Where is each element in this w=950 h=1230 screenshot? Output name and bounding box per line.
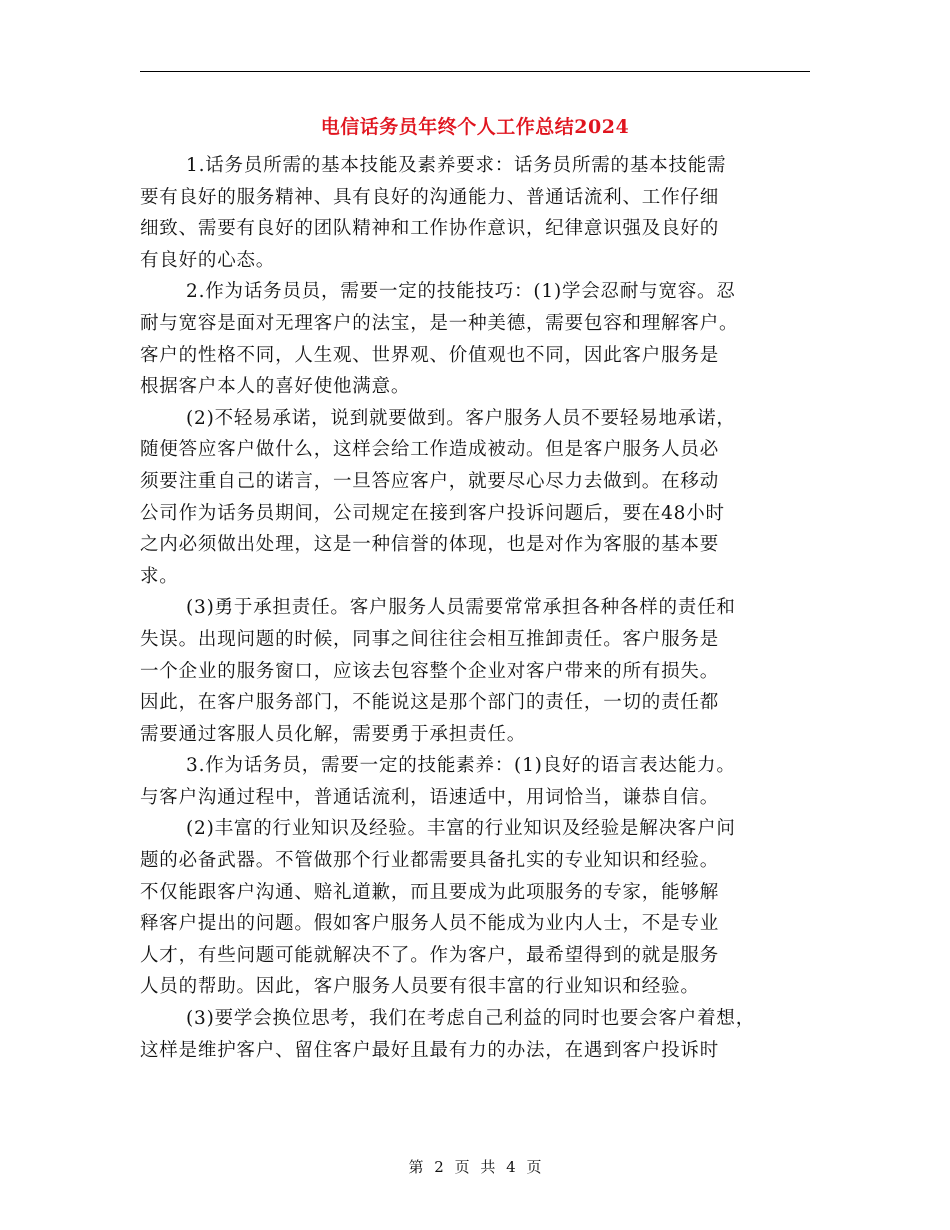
text-line: 因此，在客户服务部门，不能说这是那个部门的责任，一切的责任都 bbox=[140, 692, 720, 714]
paragraph-4 bbox=[140, 592, 814, 750]
paragraph-3 bbox=[140, 403, 814, 593]
text-line: 需要通过客服人员化解，需要勇于承担责任。 bbox=[140, 723, 527, 745]
text-line: (2)不轻易承诺，说到就要做到。客户服务人员不要轻易地承诺， bbox=[186, 407, 736, 429]
text-line: 求。 bbox=[140, 565, 179, 587]
paragraph-1 bbox=[140, 150, 814, 276]
text-line: 公司作为话务员期间，公司规定在接到客户投诉问题后，要在48小时 bbox=[140, 502, 725, 524]
text-line: 3.作为话务员，需要一定的技能素养：(1)良好的语言表达能力。 bbox=[186, 755, 736, 777]
text-line: 人才，有些问题可能就解决不了。作为客户，最希望得到的就是服务 bbox=[140, 944, 720, 966]
text-line: (3)勇于承担责任。客户服务人员需要常常承担各种各样的责任和 bbox=[186, 597, 736, 619]
text-line: 不仅能跟客户沟通、赔礼道歉，而且要成为此项服务的专家，能够解 bbox=[140, 881, 720, 903]
text-line: 细致、需要有良好的团队精神和工作协作意识，纪律意识强及良好的 bbox=[140, 218, 720, 240]
paragraph-5 bbox=[140, 750, 814, 813]
text-line: 2.作为话务员员，需要一定的技能技巧：(1)学会忍耐与宽容。忍 bbox=[186, 281, 736, 303]
text-line: 随便答应客户做什么，这样会给工作造成被动。但是客户服务人员必 bbox=[140, 439, 720, 461]
document-title: 电信话务员年终个人工作总结2024 bbox=[320, 116, 630, 138]
text-line: 客户的性格不同，人生观、世界观、价值观也不同，因此客户服务是 bbox=[140, 344, 720, 366]
text-line: 这样是维护客户、留住客户最好且最有力的办法，在遇到客户投诉时 bbox=[140, 1039, 720, 1061]
paragraph-2 bbox=[140, 276, 814, 402]
text-line: 一个企业的服务窗口，应该去包容整个企业对客户带来的所有损失。 bbox=[140, 660, 720, 682]
text-line: 有良好的心态。 bbox=[140, 249, 276, 271]
page-footer: 第 2 页 共 4 页 bbox=[408, 1158, 542, 1176]
text-line: 人员的帮助。因此，客户服务人员要有很丰富的行业知识和经验。 bbox=[140, 976, 700, 998]
text-line: 释客户提出的问题。假如客户服务人员不能成为业内人士，不是专业 bbox=[140, 913, 720, 935]
text-line: 须要注重自己的诺言，一旦答应客户，就要尽心尽力去做到。在移动 bbox=[140, 470, 720, 492]
text-line: 之内必须做出处理，这是一种信誉的体现，也是对作为客服的基本要 bbox=[140, 534, 720, 556]
text-line: 耐与宽容是面对无理客户的法宝，是一种美德，需要包容和理解客户。 bbox=[140, 312, 739, 334]
paragraph-7 bbox=[140, 1003, 814, 1066]
text-line: (2)丰富的行业知识及经验。丰富的行业知识及经验是解决客户问 bbox=[186, 818, 736, 840]
text-line: (3)要学会换位思考，我们在考虑自己利益的同时也要会客户着想， bbox=[186, 1008, 756, 1030]
text-line: 失误。出现问题的时候，同事之间往往会相互推卸责任。客户服务是 bbox=[140, 628, 720, 650]
paragraph-6 bbox=[140, 813, 814, 1003]
text-line: 与客户沟通过程中，普通话流利，语速适中，用词恰当，谦恭自信。 bbox=[140, 786, 720, 808]
header-rule bbox=[140, 71, 810, 72]
text-line: 根据客户本人的喜好使他满意。 bbox=[140, 376, 411, 398]
text-line: 1.话务员所需的基本技能及素养要求：话务员所需的基本技能需 bbox=[186, 155, 727, 176]
document-body bbox=[140, 150, 814, 1066]
text-line: 题的必备武器。不管做那个行业都需要具备扎实的专业知识和经验。 bbox=[140, 850, 720, 872]
text-line: 要有良好的服务精神、具有良好的沟通能力、普通话流利、工作仔细 bbox=[140, 186, 720, 208]
